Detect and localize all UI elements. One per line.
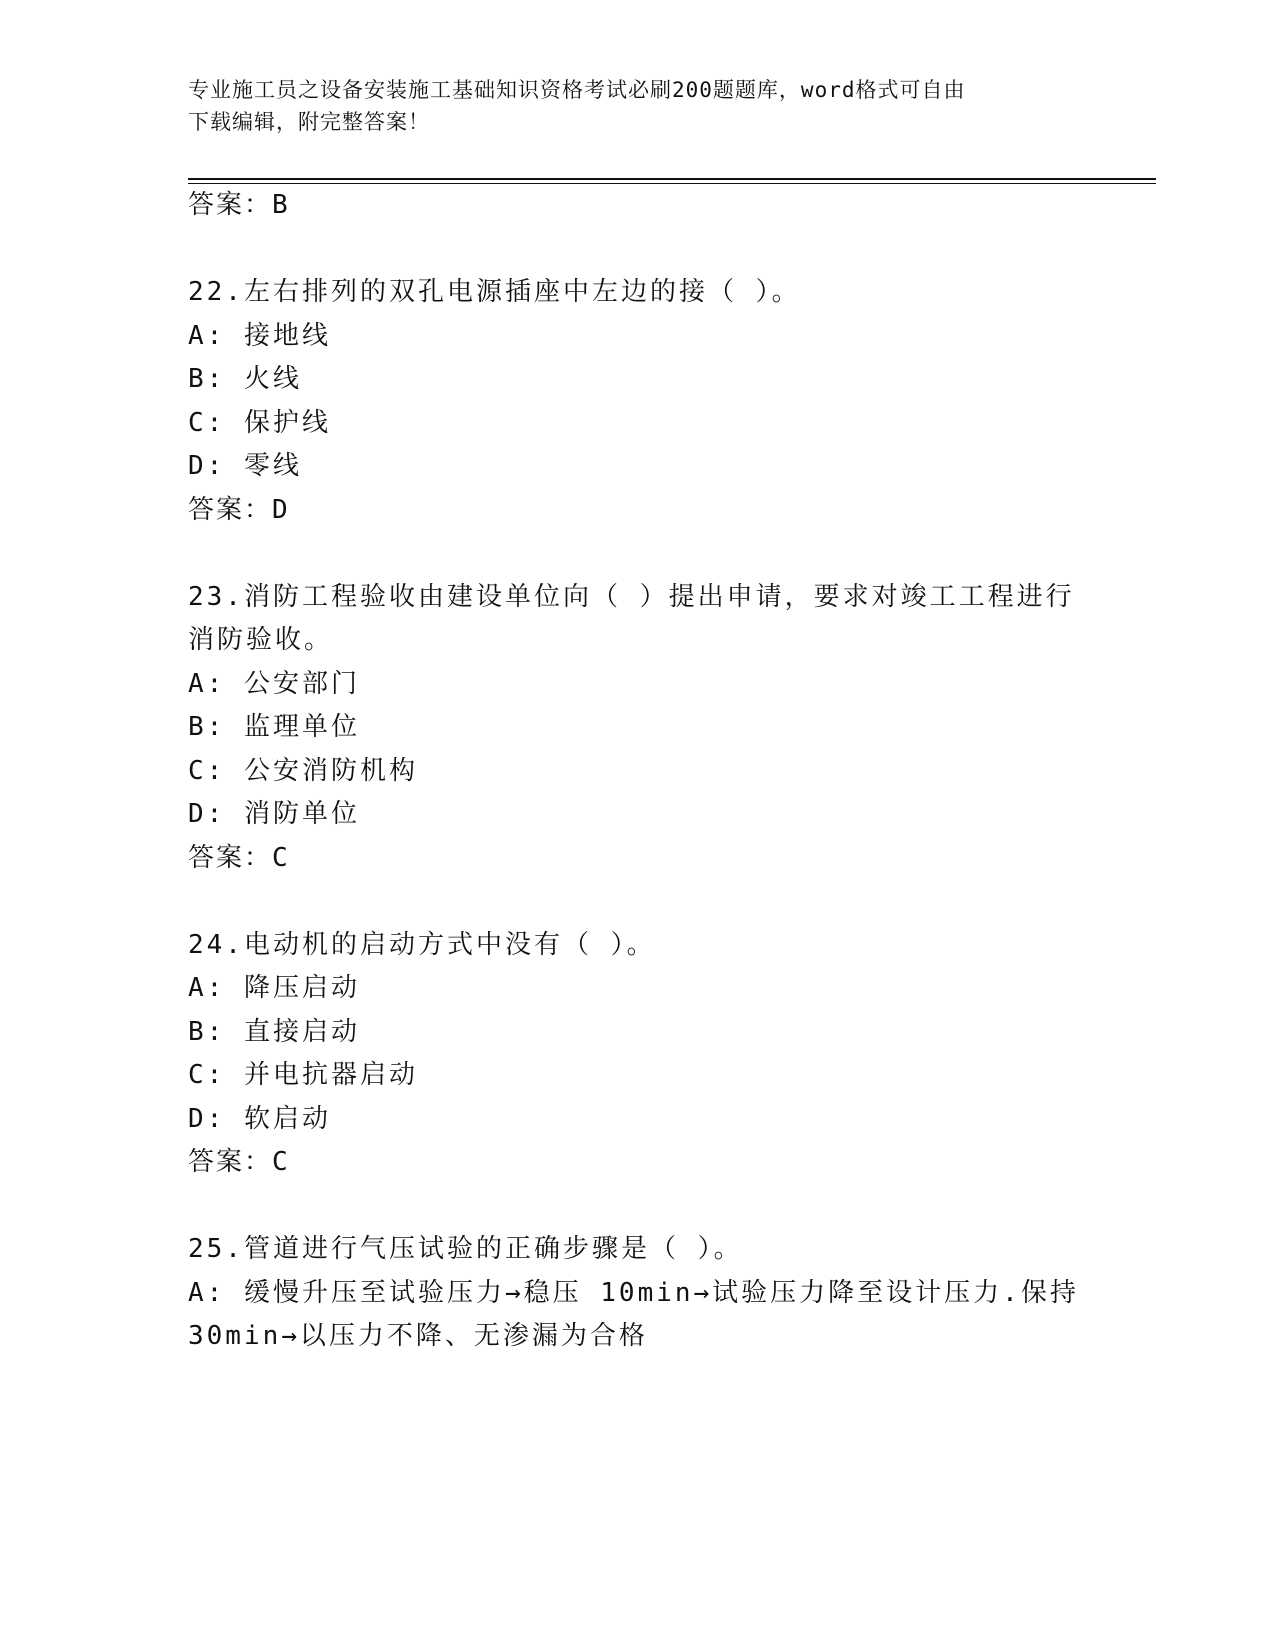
question-25-option-a-line-1: A: 缓慢升压至试验压力→稳压 10min→试验压力降至设计压力.保持 [188, 1278, 1079, 1308]
question-22-stem: 22.左右排列的双孔电源插座中左边的接（ ）。 [188, 277, 801, 307]
previous-answer: 答案：B [188, 190, 290, 220]
question-22-option-b: B: 火线 [188, 364, 302, 394]
document-header [188, 74, 1088, 138]
question-25-option-a-line-2: 30min→以压力不降、无渗漏为合格 [188, 1321, 648, 1351]
header-divider-thin [188, 183, 1156, 184]
question-24-stem: 24.电动机的启动方式中没有（ ）。 [188, 930, 656, 960]
question-23-stem-line-2: 消防验收。 [188, 625, 334, 655]
question-23-answer: 答案：C [188, 843, 290, 873]
question-23-option-b: B: 监理单位 [188, 712, 360, 742]
question-22-option-d: D: 零线 [188, 451, 302, 481]
question-24-option-d: D: 软启动 [188, 1104, 331, 1134]
question-23-option-d: D: 消防单位 [188, 799, 360, 829]
question-25-stem: 25.管道进行气压试验的正确步骤是（ ）。 [188, 1234, 743, 1264]
question-24-option-a: A: 降压启动 [188, 973, 360, 1003]
question-23-option-c: C: 公安消防机构 [188, 756, 418, 786]
question-24-answer: 答案：C [188, 1147, 290, 1177]
header-line-2: 下载编辑，附完整答案！ [188, 110, 430, 134]
header-divider-thick [188, 178, 1156, 180]
question-24-option-b: B: 直接启动 [188, 1017, 360, 1047]
header-line-1: 专业施工员之设备安装施工基础知识资格考试必刷200题题库，word格式可自由 [188, 78, 966, 102]
question-22-option-c: C: 保护线 [188, 408, 331, 438]
question-24-option-c: C: 并电抗器启动 [188, 1060, 418, 1090]
question-23-option-a: A: 公安部门 [188, 669, 360, 699]
question-22-option-a: A: 接地线 [188, 321, 331, 351]
question-22-answer: 答案：D [188, 495, 290, 525]
question-23-stem-line-1: 23.消防工程验收由建设单位向（ ）提出申请，要求对竣工工程进行 [188, 582, 1075, 612]
